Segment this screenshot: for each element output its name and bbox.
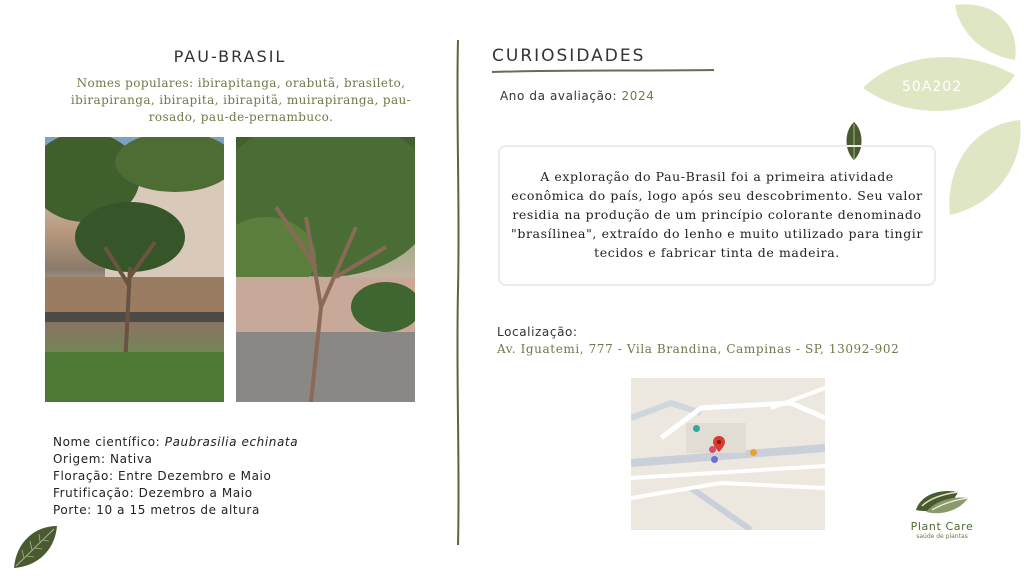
tree-photo-2 (236, 137, 415, 402)
year-label: Ano da avaliação: (500, 89, 622, 103)
map-marker-icon (750, 449, 757, 456)
scientific-name-label: Nome científico: (53, 435, 165, 449)
curiosities-title: CURIOSIDADES (492, 46, 646, 66)
curiosity-text: A exploração do Pau-Brasil foi a primeira atividade econômica do país, logo após seu descobrimento. Seu valor residia na produção de um princípio colorante denominado "brasílinea", extraído do lenho e muito utilizado para tingir tecidos e fabricar tinta de madeira. (498, 145, 936, 286)
map-marker-icon (693, 425, 700, 432)
brand-name: Plant Care (910, 520, 974, 533)
popular-names: Nomes populares: ibirapitanga, orabutã, brasileto, ibirapiranga, ibirapita, ibirapitã, muirapiranga, pau-rosado, pau-de-pernambuco. (70, 76, 412, 124)
vertical-divider (455, 40, 461, 545)
title-underline (492, 68, 714, 74)
scientific-name-row (53, 434, 298, 451)
map-marker-icon (711, 456, 718, 463)
brand-tagline: saúde de plantas (916, 533, 968, 540)
plant-details (53, 434, 298, 519)
leaf-icon (10, 522, 60, 572)
origin: Origem: Nativa (53, 452, 153, 466)
location-map[interactable] (631, 378, 825, 530)
map-marker-icon (709, 446, 716, 453)
location-label: Localização: (497, 325, 578, 339)
tree-photo-1 (45, 137, 224, 402)
size: Porte: 10 a 15 metros de altura (53, 503, 260, 517)
scientific-name-value: Paubrasilia echinata (164, 435, 299, 449)
location-address: Av. Iguatemi, 777 - Vila Brandina, Campinas - SP, 13092-902 (497, 342, 900, 356)
year-value: 2024 (621, 89, 655, 103)
plant-code: 50A202 (902, 79, 963, 95)
plant-title: PAU-BRASIL (173, 47, 287, 66)
flowering: Floração: Entre Dezembro e Maio (53, 469, 272, 483)
plant-care-logo-icon (914, 488, 970, 520)
fruiting: Frutificação: Dezembro a Maio (53, 486, 253, 500)
evaluation-year (500, 89, 655, 103)
